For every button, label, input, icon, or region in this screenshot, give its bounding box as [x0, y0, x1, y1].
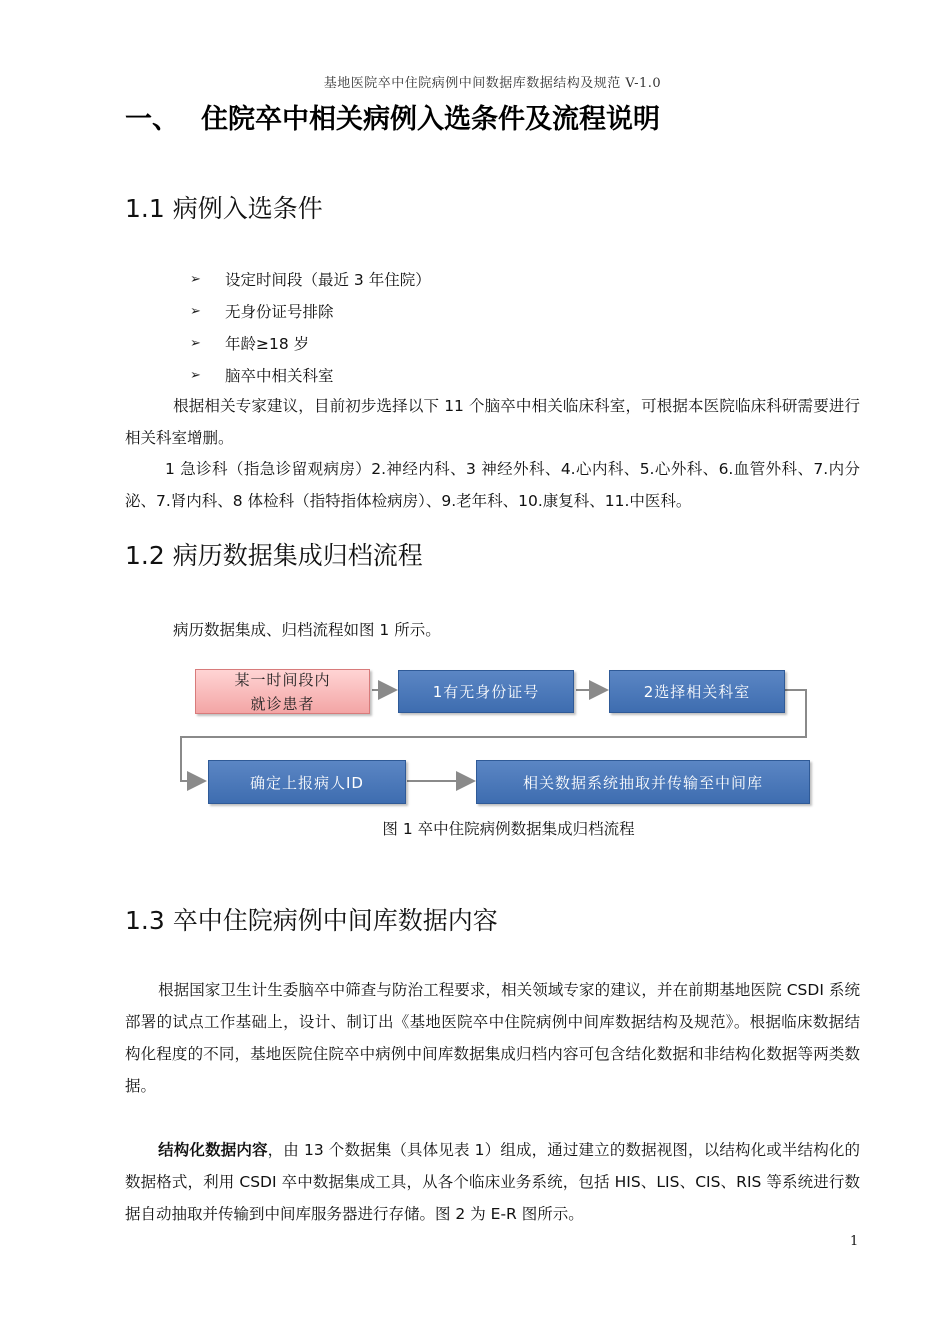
section-1-title: 住院卒中相关病例入选条件及流程说明 [201, 104, 660, 135]
criteria-text: 无身份证号排除 [225, 303, 334, 321]
flow-step-select-department: 2选择相关科室 [609, 670, 785, 713]
section-1-1-heading: 1.1 病例入选条件 [125, 194, 323, 223]
paragraph-text: ，由 13 个数据集（具体见表 1）组成，通过建立的数据视图，以结构化或半结构化的数据格式，利用 CSDI 卒中数据集成工具，从各个临床业务系统，包括 HIS、LIS、CIS、RIS 等系统进行数据自动抽取并传输到中间库服务器进行存储。图 2 为 E-R 图所示。 [125, 1141, 860, 1223]
data-content-paragraph [125, 974, 860, 1102]
flow-step-id-check: 1有无身份证号 [398, 670, 574, 713]
flow-step-confirm-patient-id: 确定上报病人ID [208, 760, 406, 804]
arrow-bullet-icon: ➢ [190, 304, 201, 319]
flow-step-extract-transfer: 相关数据系统抽取并传输至中间库 [476, 760, 810, 804]
criteria-text: 脑卒中相关科室 [225, 367, 334, 385]
section-1-2-heading: 1.2 病历数据集成归档流程 [125, 541, 423, 570]
running-header: 基地医院卒中住院病例中间数据库数据结构及规范 V-1.0 [323, 76, 662, 91]
figure-1-caption: 图 1 卒中住院病例数据集成归档流程 [382, 820, 635, 838]
flow-start-box [195, 669, 370, 714]
structured-data-paragraph [125, 1134, 860, 1230]
paragraph-text: 根据相关专家建议，目前初步选择以下 11 个脑卒中相关临床科室，可根据本医院临床科研需要进行相关科室增删。 [125, 397, 860, 447]
structured-data-label: 结构化数据内容 [158, 1141, 268, 1159]
paragraph-text: 根据国家卫生计生委脑卒中筛查与防治工程要求，相关领域专家的建议，并在前期基地医院 CSDI 系统部署的试点工作基础上，设计、制订出《基地医院卒中住院病例中间库数据结构及规范》。根据临床数据结构化程度的不同，基地医院住院卒中病例中间库数据集成归档内容可包含结化数据和非结构化数据等两类数据。 [125, 981, 860, 1095]
arrow-bullet-icon: ➢ [190, 368, 201, 383]
paragraph-text: 1 急诊科（指急诊留观病房）2.神经内科、3 神经外科、4.心内科、5.心外科、6.血管外科、7.内分泌、7.肾内科、8 体检科（指特指体检病房）、9.老年科、10.康复科、11.中医科。 [125, 460, 860, 510]
page-number: 1 [850, 1234, 859, 1249]
section-1-3-heading: 1.3 卒中住院病例中间库数据内容 [125, 906, 498, 935]
arrow-bullet-icon: ➢ [190, 272, 201, 287]
flow-start-line-2: 就诊患者 [250, 694, 315, 713]
flow-intro-text: 病历数据集成、归档流程如图 1 所示。 [173, 621, 441, 639]
criteria-text: 设定时间段（最近 3 年住院） [225, 271, 431, 289]
arrow-bullet-icon: ➢ [190, 336, 201, 351]
section-1-number: 一、 [125, 104, 179, 135]
flow-start-line-1: 某一时间段内 [234, 670, 331, 689]
criteria-text: 年龄≥18 岁 [225, 335, 310, 353]
